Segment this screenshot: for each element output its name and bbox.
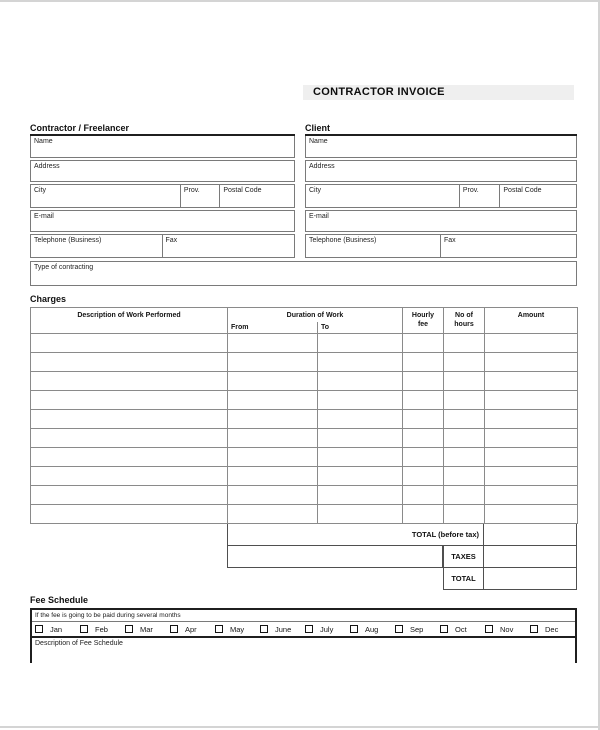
postal-code-label: Postal Code [223, 187, 262, 194]
charges-cell[interactable] [444, 372, 485, 391]
type-of-contracting-label: Type of contracting [34, 264, 94, 271]
charges-cell[interactable] [228, 486, 318, 505]
charges-cell[interactable] [444, 467, 485, 486]
month-checkbox[interactable] [440, 625, 448, 633]
charges-empty-row [31, 334, 578, 353]
telephone-label: Telephone (Business) [309, 237, 377, 244]
client-city-row [305, 184, 577, 208]
prov-label: Prov. [183, 187, 200, 194]
contractor-prov-box[interactable] [181, 185, 220, 207]
client-postal-code-box[interactable] [500, 185, 576, 207]
charges-cell[interactable] [228, 353, 318, 372]
charges-cell[interactable] [318, 334, 403, 353]
totals-spacer [30, 568, 443, 590]
month-item [395, 625, 440, 634]
contractor-telephone-box[interactable] [31, 235, 163, 257]
email-label: E-mail [309, 213, 329, 220]
fee-schedule-note: If the fee is going to be paid during several months [32, 610, 575, 622]
month-checkbox[interactable] [80, 625, 88, 633]
charges-cell[interactable] [318, 448, 403, 467]
taxes-row [30, 546, 577, 568]
month-checkbox[interactable] [305, 625, 313, 633]
col-header-to: To [318, 322, 403, 334]
charges-cell[interactable] [228, 467, 318, 486]
form-content [30, 123, 577, 663]
charges-table [30, 307, 578, 524]
client-column [305, 123, 577, 258]
charges-cell[interactable] [228, 448, 318, 467]
charges-cell[interactable] [228, 391, 318, 410]
col-header-duration: Duration of Work [228, 308, 403, 322]
fax-label: Fax [444, 237, 456, 244]
prov-label: Prov. [462, 187, 479, 194]
charges-cell[interactable] [318, 486, 403, 505]
page-title: CONTRACTOR INVOICE [303, 85, 574, 100]
month-label: Mar [140, 624, 153, 634]
fax-label: Fax [165, 237, 178, 244]
total-before-tax-row [30, 524, 577, 546]
months-row [32, 622, 575, 638]
total-before-tax-amount-box[interactable] [484, 524, 577, 546]
totals-spacer [30, 546, 227, 568]
charges-cell[interactable] [485, 391, 578, 410]
charges-cell[interactable] [403, 486, 444, 505]
charges-cell[interactable] [318, 391, 403, 410]
fee-schedule-heading: Fee Schedule [30, 595, 89, 605]
month-item [530, 625, 575, 634]
month-item [35, 625, 80, 634]
charges-cell[interactable] [485, 429, 578, 448]
telephone-label: Telephone (Business) [34, 237, 102, 244]
fee-schedule-box [30, 608, 577, 663]
client-phone-row [305, 234, 577, 258]
page-edge-bottom [0, 726, 600, 728]
charges-cell[interactable] [318, 429, 403, 448]
month-label: Sep [410, 624, 424, 634]
charges-cell[interactable] [31, 334, 228, 353]
charges-cell[interactable] [485, 486, 578, 505]
month-label: Feb [95, 624, 108, 634]
charges-cell[interactable] [31, 505, 228, 524]
col-header-from: From [228, 322, 318, 334]
charges-heading: Charges [30, 294, 67, 304]
charges-cell[interactable] [31, 486, 228, 505]
charges-cell[interactable] [31, 448, 228, 467]
contractor-column [30, 123, 295, 258]
taxes-empty-box[interactable] [227, 546, 443, 568]
month-label: June [275, 624, 292, 634]
total-row [30, 568, 577, 590]
month-label: Apr [185, 624, 197, 634]
charges-cell[interactable] [403, 429, 444, 448]
name-label: Name [309, 138, 328, 145]
month-checkbox[interactable] [395, 625, 403, 633]
address-label: Address [34, 163, 60, 170]
month-label: May [230, 624, 245, 634]
charges-cell[interactable] [485, 448, 578, 467]
charges-cell[interactable] [403, 448, 444, 467]
taxes-amount-box[interactable] [484, 546, 577, 568]
charges-header-row [31, 308, 578, 322]
month-item [350, 625, 395, 634]
charges-cell[interactable] [444, 334, 485, 353]
charges-empty-row [31, 391, 578, 410]
client-address-box[interactable] [305, 160, 577, 182]
totals-spacer [30, 524, 227, 546]
contractor-email-box[interactable] [30, 210, 295, 232]
charges-cell[interactable] [444, 410, 485, 429]
contractor-heading: Contractor / Freelancer [30, 123, 295, 136]
charges-cell[interactable] [485, 505, 578, 524]
month-item [125, 625, 170, 634]
month-item [170, 625, 215, 634]
charges-empty-row [31, 448, 578, 467]
month-item [260, 625, 305, 634]
name-label: Name [34, 138, 53, 145]
month-item [305, 625, 350, 634]
contractor-postal-code-box[interactable] [220, 185, 294, 207]
month-label: Nov [500, 624, 514, 634]
charges-empty-row [31, 353, 578, 372]
month-item [440, 625, 485, 634]
month-checkbox[interactable] [170, 625, 178, 633]
charges-cell[interactable] [318, 353, 403, 372]
charges-cell[interactable] [485, 334, 578, 353]
city-label: City [309, 187, 322, 194]
postal-code-label: Postal Code [503, 187, 542, 194]
total-before-tax-label: TOTAL (before tax) [227, 524, 484, 546]
client-email-box[interactable] [305, 210, 577, 232]
city-label: City [34, 187, 47, 194]
client-city-box[interactable] [306, 185, 460, 207]
charges-cell[interactable] [403, 410, 444, 429]
charges-cell[interactable] [228, 429, 318, 448]
client-telephone-box[interactable] [306, 235, 441, 257]
charges-cell[interactable] [485, 467, 578, 486]
month-checkbox[interactable] [260, 625, 268, 633]
hourly-fee-line1: Hourly [411, 312, 435, 319]
month-label: Aug [365, 624, 379, 634]
charges-cell[interactable] [444, 429, 485, 448]
charges-empty-row [31, 505, 578, 524]
charges-cell[interactable] [318, 410, 403, 429]
col-header-hourly-fee [403, 308, 444, 334]
month-label: July [320, 624, 334, 634]
charges-cell[interactable] [318, 372, 403, 391]
charges-cell[interactable] [403, 505, 444, 524]
charges-cell[interactable] [228, 505, 318, 524]
col-header-description: Description of Work Performed [31, 308, 228, 334]
type-of-contracting-box[interactable] [30, 261, 577, 286]
hourly-fee-line2: fee [417, 321, 429, 328]
client-name-box[interactable] [305, 136, 577, 158]
month-label: Dec [545, 624, 559, 634]
total-amount-box[interactable] [484, 568, 577, 590]
totals-section [30, 524, 577, 590]
charges-cell[interactable] [485, 353, 578, 372]
charges-cell[interactable] [485, 410, 578, 429]
charges-cell[interactable] [31, 410, 228, 429]
charges-cell[interactable] [228, 410, 318, 429]
charges-cell[interactable] [31, 353, 228, 372]
client-prov-box[interactable] [460, 185, 501, 207]
client-fax-box[interactable] [441, 235, 576, 257]
fee-description-box[interactable] [32, 638, 575, 663]
charges-cell[interactable] [403, 353, 444, 372]
charges-cell[interactable] [444, 353, 485, 372]
charges-empty-row [31, 410, 578, 429]
contractor-phone-row [30, 234, 295, 258]
charges-cell[interactable] [228, 334, 318, 353]
charges-cell[interactable] [31, 372, 228, 391]
fee-description-label: Description of Fee Schedule [35, 640, 123, 647]
contractor-fax-box[interactable] [163, 235, 295, 257]
col-header-no-of-hours [444, 308, 485, 334]
charges-cell[interactable] [403, 467, 444, 486]
charges-cell[interactable] [403, 372, 444, 391]
email-label: E-mail [34, 213, 54, 220]
month-checkbox[interactable] [485, 625, 493, 633]
contractor-city-box[interactable] [31, 185, 181, 207]
total-label: TOTAL [443, 568, 484, 590]
month-item [80, 625, 125, 634]
month-label: Oct [455, 624, 467, 634]
month-checkbox[interactable] [125, 625, 133, 633]
month-checkbox[interactable] [530, 625, 538, 633]
month-checkbox[interactable] [35, 625, 43, 633]
no-of-hours-line2: hours [454, 321, 474, 328]
charges-cell[interactable] [444, 486, 485, 505]
charges-cell[interactable] [228, 372, 318, 391]
month-label: Jan [50, 624, 63, 634]
charges-cell[interactable] [31, 429, 228, 448]
contractor-name-box[interactable] [30, 136, 295, 158]
charges-cell[interactable] [318, 505, 403, 524]
no-of-hours-line1: No of [455, 312, 473, 319]
charges-cell[interactable] [31, 467, 228, 486]
col-header-amount: Amount [485, 308, 578, 334]
month-item [215, 625, 260, 634]
month-checkbox[interactable] [215, 625, 223, 633]
contractor-address-box[interactable] [30, 160, 295, 182]
parties-section [30, 123, 577, 258]
address-label: Address [309, 163, 335, 170]
charges-cell[interactable] [403, 391, 444, 410]
charges-cell[interactable] [403, 334, 444, 353]
contractor-city-row [30, 184, 295, 208]
charges-cell[interactable] [444, 505, 485, 524]
charges-empty-row [31, 467, 578, 486]
page-edge-top [0, 0, 600, 2]
client-heading: Client [305, 123, 577, 136]
charges-cell[interactable] [444, 391, 485, 410]
charges-empty-row [31, 486, 578, 505]
charges-cell[interactable] [318, 467, 403, 486]
charges-empty-row [31, 429, 578, 448]
charges-cell[interactable] [444, 448, 485, 467]
charges-cell[interactable] [31, 391, 228, 410]
month-item [485, 625, 530, 634]
month-checkbox[interactable] [350, 625, 358, 633]
charges-empty-row [31, 372, 578, 391]
taxes-label: TAXES [443, 546, 484, 568]
charges-cell[interactable] [485, 372, 578, 391]
